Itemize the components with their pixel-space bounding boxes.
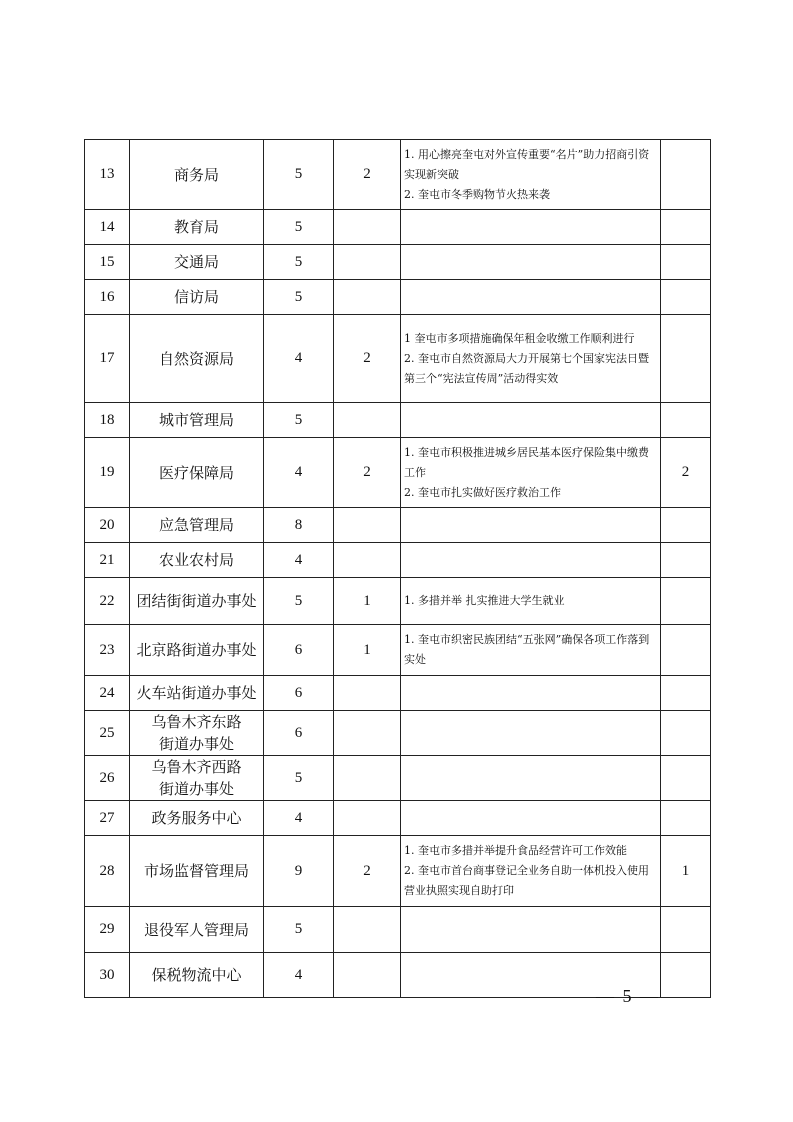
department-name bbox=[130, 953, 264, 998]
article-count-cell bbox=[334, 210, 401, 245]
score-cell: 9 bbox=[264, 836, 334, 907]
row-number: 28 bbox=[85, 836, 130, 907]
department-name-line: 保税物流中心 bbox=[151, 966, 242, 984]
news-title: 2. 奎屯市冬季购物节火热来袭 bbox=[404, 187, 550, 201]
table-row bbox=[85, 578, 711, 625]
score-cell: 5 bbox=[264, 578, 334, 625]
news-title: 1. 奎屯市织密民族团结“五张网”确保各项工作落到实处 bbox=[404, 633, 650, 666]
article-count-cell bbox=[334, 676, 401, 711]
row-number: 21 bbox=[85, 543, 130, 578]
row-number: 18 bbox=[85, 403, 130, 438]
score-cell: 5 bbox=[264, 907, 334, 953]
score-cell: 6 bbox=[264, 676, 334, 711]
department-name-line: 退役军人管理局 bbox=[143, 920, 249, 939]
department-name-line: 街道办事处 bbox=[158, 735, 234, 753]
extra-count-cell bbox=[661, 625, 711, 676]
news-titles-cell bbox=[401, 836, 661, 907]
score-cell: 4 bbox=[264, 315, 334, 403]
department-name bbox=[130, 836, 264, 907]
news-title: 2. 奎屯市扎实做好医疗救治工作 bbox=[404, 485, 561, 499]
news-titles-cell bbox=[401, 140, 661, 210]
news-title: 2. 奎屯市自然资源局大力开展第七个国家宪法日暨第三个“宪法宣传周”活动得实效 bbox=[404, 351, 649, 385]
article-count-cell bbox=[334, 508, 401, 543]
score-cell: 8 bbox=[264, 508, 334, 543]
ranking-table bbox=[84, 139, 711, 998]
news-title: 1. 多措并举 扎实推进大学生就业 bbox=[404, 594, 565, 607]
table-row bbox=[85, 801, 711, 836]
row-number: 24 bbox=[85, 676, 130, 711]
department-name-line: 乌鲁木齐东路 bbox=[151, 713, 242, 731]
extra-count-cell bbox=[661, 578, 711, 625]
table-row bbox=[85, 315, 711, 403]
department-name-line: 火车站街道办事处 bbox=[136, 684, 257, 702]
table-row bbox=[85, 508, 711, 543]
news-titles-cell bbox=[401, 245, 661, 280]
department-name bbox=[130, 543, 264, 578]
row-number: 15 bbox=[85, 245, 130, 280]
news-titles-cell bbox=[401, 403, 661, 438]
department-name-line: 城市管理局 bbox=[158, 411, 234, 429]
extra-count-cell bbox=[661, 756, 711, 801]
news-titles-cell bbox=[401, 756, 661, 801]
news-titles-cell bbox=[401, 578, 661, 625]
extra-count-cell bbox=[661, 403, 711, 438]
news-titles-cell bbox=[401, 711, 661, 756]
table-row bbox=[85, 438, 711, 508]
news-titles-cell bbox=[401, 210, 661, 245]
department-name-line: 农业农村局 bbox=[158, 551, 234, 569]
row-number: 26 bbox=[85, 756, 130, 801]
news-title: 2. 奎屯市首台商事登记全业务自助一体机投入使用 营业执照实现自助打印 bbox=[404, 864, 649, 897]
row-number: 29 bbox=[85, 907, 130, 953]
news-titles-cell bbox=[401, 801, 661, 836]
score-cell: 5 bbox=[264, 245, 334, 280]
article-count-cell: 2 bbox=[334, 836, 401, 907]
news-title: 1. 用心擦亮奎屯对外宣传重要“名片”助力招商引资实现新突破 bbox=[404, 147, 650, 181]
table-row bbox=[85, 836, 711, 907]
table-row bbox=[85, 245, 711, 280]
row-number: 17 bbox=[85, 315, 130, 403]
row-number: 30 bbox=[85, 953, 130, 998]
row-number: 20 bbox=[85, 508, 130, 543]
extra-count-cell bbox=[661, 676, 711, 711]
news-titles-cell bbox=[401, 438, 661, 508]
news-title: 1. 奎屯市积极推进城乡居民基本医疗保险集中缴费工作 bbox=[404, 445, 649, 479]
news-titles-cell bbox=[401, 676, 661, 711]
department-name bbox=[130, 801, 264, 836]
article-count-cell: 1 bbox=[334, 578, 401, 625]
department-name bbox=[130, 280, 264, 315]
extra-count-cell bbox=[661, 140, 711, 210]
table-row bbox=[85, 140, 711, 210]
score-cell: 5 bbox=[264, 210, 334, 245]
department-name bbox=[130, 508, 264, 543]
news-titles-cell bbox=[401, 508, 661, 543]
department-name bbox=[130, 907, 264, 953]
row-number: 16 bbox=[85, 280, 130, 315]
article-count-cell bbox=[334, 711, 401, 756]
table-row bbox=[85, 280, 711, 315]
page-number: — 5 — bbox=[596, 986, 660, 1006]
score-cell: 4 bbox=[264, 801, 334, 836]
extra-count-cell bbox=[661, 711, 711, 756]
table-row bbox=[85, 907, 711, 953]
department-name-line: 市场监督管理局 bbox=[143, 862, 249, 880]
table-row bbox=[85, 676, 711, 711]
department-name bbox=[130, 210, 264, 245]
extra-count-cell: 2 bbox=[661, 438, 711, 508]
score-cell: 6 bbox=[264, 625, 334, 676]
department-name bbox=[130, 676, 264, 711]
department-name-line: 乌鲁木齐西路 bbox=[151, 758, 242, 776]
article-count-cell: 2 bbox=[334, 438, 401, 508]
department-name bbox=[130, 711, 264, 756]
article-count-cell bbox=[334, 280, 401, 315]
row-number: 25 bbox=[85, 711, 130, 756]
article-count-cell bbox=[334, 245, 401, 280]
row-number: 14 bbox=[85, 210, 130, 245]
extra-count-cell bbox=[661, 280, 711, 315]
extra-count-cell bbox=[661, 315, 711, 403]
news-titles-cell bbox=[401, 907, 661, 953]
department-name-line: 教育局 bbox=[173, 218, 219, 236]
row-number: 22 bbox=[85, 578, 130, 625]
news-title: 1. 奎屯市多措并举提升食品经营许可工作效能 bbox=[404, 844, 627, 857]
article-count-cell: 1 bbox=[334, 625, 401, 676]
department-name bbox=[130, 756, 264, 801]
department-name bbox=[130, 245, 264, 280]
department-name bbox=[130, 625, 264, 676]
news-titles-cell bbox=[401, 280, 661, 315]
score-cell: 4 bbox=[264, 438, 334, 508]
department-name-line: 信访局 bbox=[173, 288, 219, 306]
score-cell: 4 bbox=[264, 953, 334, 998]
score-cell: 6 bbox=[264, 711, 334, 756]
article-count-cell bbox=[334, 543, 401, 578]
department-name-line: 政务服务中心 bbox=[151, 809, 242, 827]
article-count-cell: 2 bbox=[334, 315, 401, 403]
department-name bbox=[130, 578, 264, 625]
extra-count-cell: 1 bbox=[661, 836, 711, 907]
department-name bbox=[130, 140, 264, 210]
department-name-line: 北京路街道办事处 bbox=[136, 641, 257, 659]
score-cell: 4 bbox=[264, 543, 334, 578]
row-number: 27 bbox=[85, 801, 130, 836]
department-name-line: 医疗保障局 bbox=[158, 463, 234, 482]
table-row bbox=[85, 210, 711, 245]
article-count-cell bbox=[334, 756, 401, 801]
extra-count-cell bbox=[661, 245, 711, 280]
department-name-line: 交通局 bbox=[173, 253, 219, 271]
news-title: 1 奎屯市多项措施确保年租金收缴工作顺利进行 bbox=[404, 331, 635, 345]
table-row bbox=[85, 711, 711, 756]
department-name-line: 应急管理局 bbox=[158, 516, 234, 534]
table-row bbox=[85, 403, 711, 438]
table-row bbox=[85, 625, 711, 676]
department-name-line: 自然资源局 bbox=[158, 349, 234, 368]
department-name-line: 团结街街道办事处 bbox=[136, 592, 257, 610]
news-titles-cell bbox=[401, 543, 661, 578]
department-name-line: 街道办事处 bbox=[158, 780, 234, 798]
article-count-cell bbox=[334, 907, 401, 953]
row-number: 13 bbox=[85, 140, 130, 210]
extra-count-cell bbox=[661, 953, 711, 998]
score-cell: 5 bbox=[264, 280, 334, 315]
news-titles-cell bbox=[401, 625, 661, 676]
table-row bbox=[85, 543, 711, 578]
extra-count-cell bbox=[661, 508, 711, 543]
extra-count-cell bbox=[661, 801, 711, 836]
table-body bbox=[85, 140, 711, 998]
extra-count-cell bbox=[661, 543, 711, 578]
article-count-cell bbox=[334, 403, 401, 438]
department-name-line: 商务局 bbox=[173, 165, 219, 184]
news-titles-cell bbox=[401, 315, 661, 403]
department-name bbox=[130, 403, 264, 438]
article-count-cell bbox=[334, 953, 401, 998]
article-count-cell: 2 bbox=[334, 140, 401, 210]
department-name bbox=[130, 315, 264, 403]
row-number: 23 bbox=[85, 625, 130, 676]
row-number: 19 bbox=[85, 438, 130, 508]
extra-count-cell bbox=[661, 907, 711, 953]
score-cell: 5 bbox=[264, 403, 334, 438]
score-cell: 5 bbox=[264, 140, 334, 210]
table-row bbox=[85, 756, 711, 801]
department-name bbox=[130, 438, 264, 508]
score-cell: 5 bbox=[264, 756, 334, 801]
extra-count-cell bbox=[661, 210, 711, 245]
article-count-cell bbox=[334, 801, 401, 836]
